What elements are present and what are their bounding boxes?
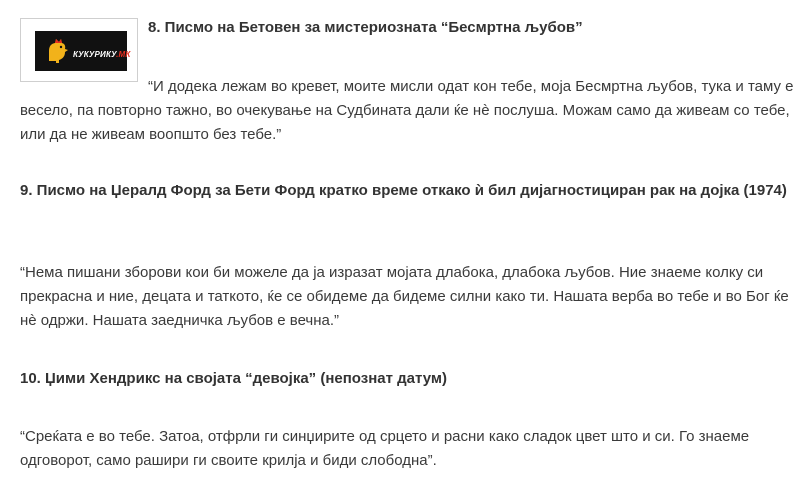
section-heading-9: 9. Писмо на Џералд Форд за Бети Форд кратко време откако ѝ бил дијагностициран рак на дојка (1974) [20,182,787,199]
section-quote-9: “Нема пишани зборови кои би можеле да ја изразат мојата длабока, длабока љубов. Ние знаеме колку си прекрасна и ние, децата и таткото, ќе се обидеме да бидеме силни како ти. Нашата верба во тебе и во Бог ќе нè одржи. Нашата заедничка љубов е вечна.” [20,264,789,329]
rooster-icon [41,35,71,65]
section-quote-8: “И додека лежам во кревет, моите мисли одат кон тебе, моја Бесмртна љубов, тука и таму е весело, па повторно тажно, во очекување на Судбината дали ќе нè послуша. Можам само да живеам со тебе, или да не живеам воопшто без тебе.” [20,78,794,143]
section-quote-10: “Среќата е во тебе. Затоа, отфрли ги синџирите од срцето и расни како сладок цвет што и си. Го знаеме одговорот, само рашири ги своите крилја и биди слободна”. [20,428,750,469]
section-heading-10: 10. Џими Хендрикс на својата “девојка” (непознат датум) [20,370,447,387]
site-logo[interactable] [20,18,138,82]
logo-badge [35,31,131,71]
logo-text: КУКУРИКУ.МК [73,50,131,59]
section-heading-8: 8. Писмо на Бетовен за мистериозната “Бесмртна љубов” [148,19,583,36]
